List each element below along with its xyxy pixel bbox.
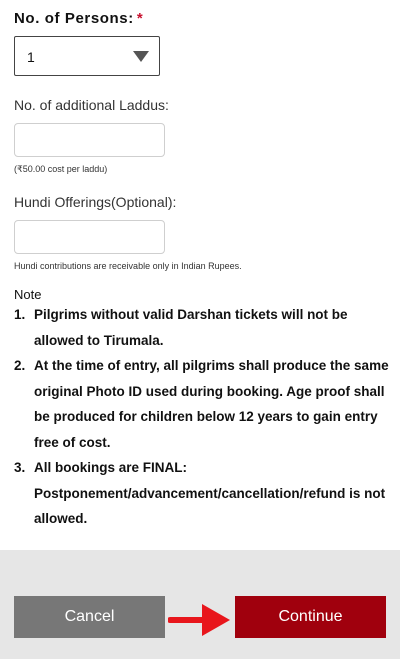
persons-select[interactable] [14, 36, 160, 76]
note-list [14, 302, 390, 532]
caret-down-icon [133, 51, 149, 62]
note-title: Note [14, 287, 42, 302]
note-item-number: 1. [14, 307, 26, 322]
note-item-number: 2. [14, 358, 26, 373]
note-item-text: Pilgrims without valid Darshan tickets will not be allowed to Tirumala. [34, 307, 348, 348]
hundi-label: Hundi Offerings(Optional): [14, 194, 177, 210]
required-asterisk: * [136, 10, 144, 27]
action-footer [0, 550, 400, 659]
laddus-input[interactable] [14, 123, 165, 157]
note-item [14, 302, 390, 353]
arrow-right-icon [168, 598, 234, 642]
note-item [14, 353, 390, 455]
continue-button[interactable]: Continue [235, 596, 386, 638]
hundi-help-text: Hundi contributions are receivable only in Indian Rupees. [14, 261, 242, 271]
note-item-text: At the time of entry, all pilgrims shall produce the same original Photo ID used during booking. Age proof shall be produced for children below 12 years to gain entry free of cost. [34, 358, 389, 450]
hundi-input[interactable] [14, 220, 165, 254]
laddus-help-text: (₹50.00 cost per laddu) [14, 164, 108, 174]
note-item-text: All bookings are FINAL: Postponement/advancement/cancellation/refund is not allowed. [34, 460, 386, 526]
note-item-number: 3. [14, 460, 26, 475]
persons-label [14, 10, 143, 27]
persons-select-value: 1 [27, 49, 35, 65]
cancel-button[interactable]: Cancel [14, 596, 165, 638]
persons-label-text: No. of Persons: [14, 10, 134, 27]
laddus-label: No. of additional Laddus: [14, 97, 169, 113]
note-item [14, 455, 390, 532]
